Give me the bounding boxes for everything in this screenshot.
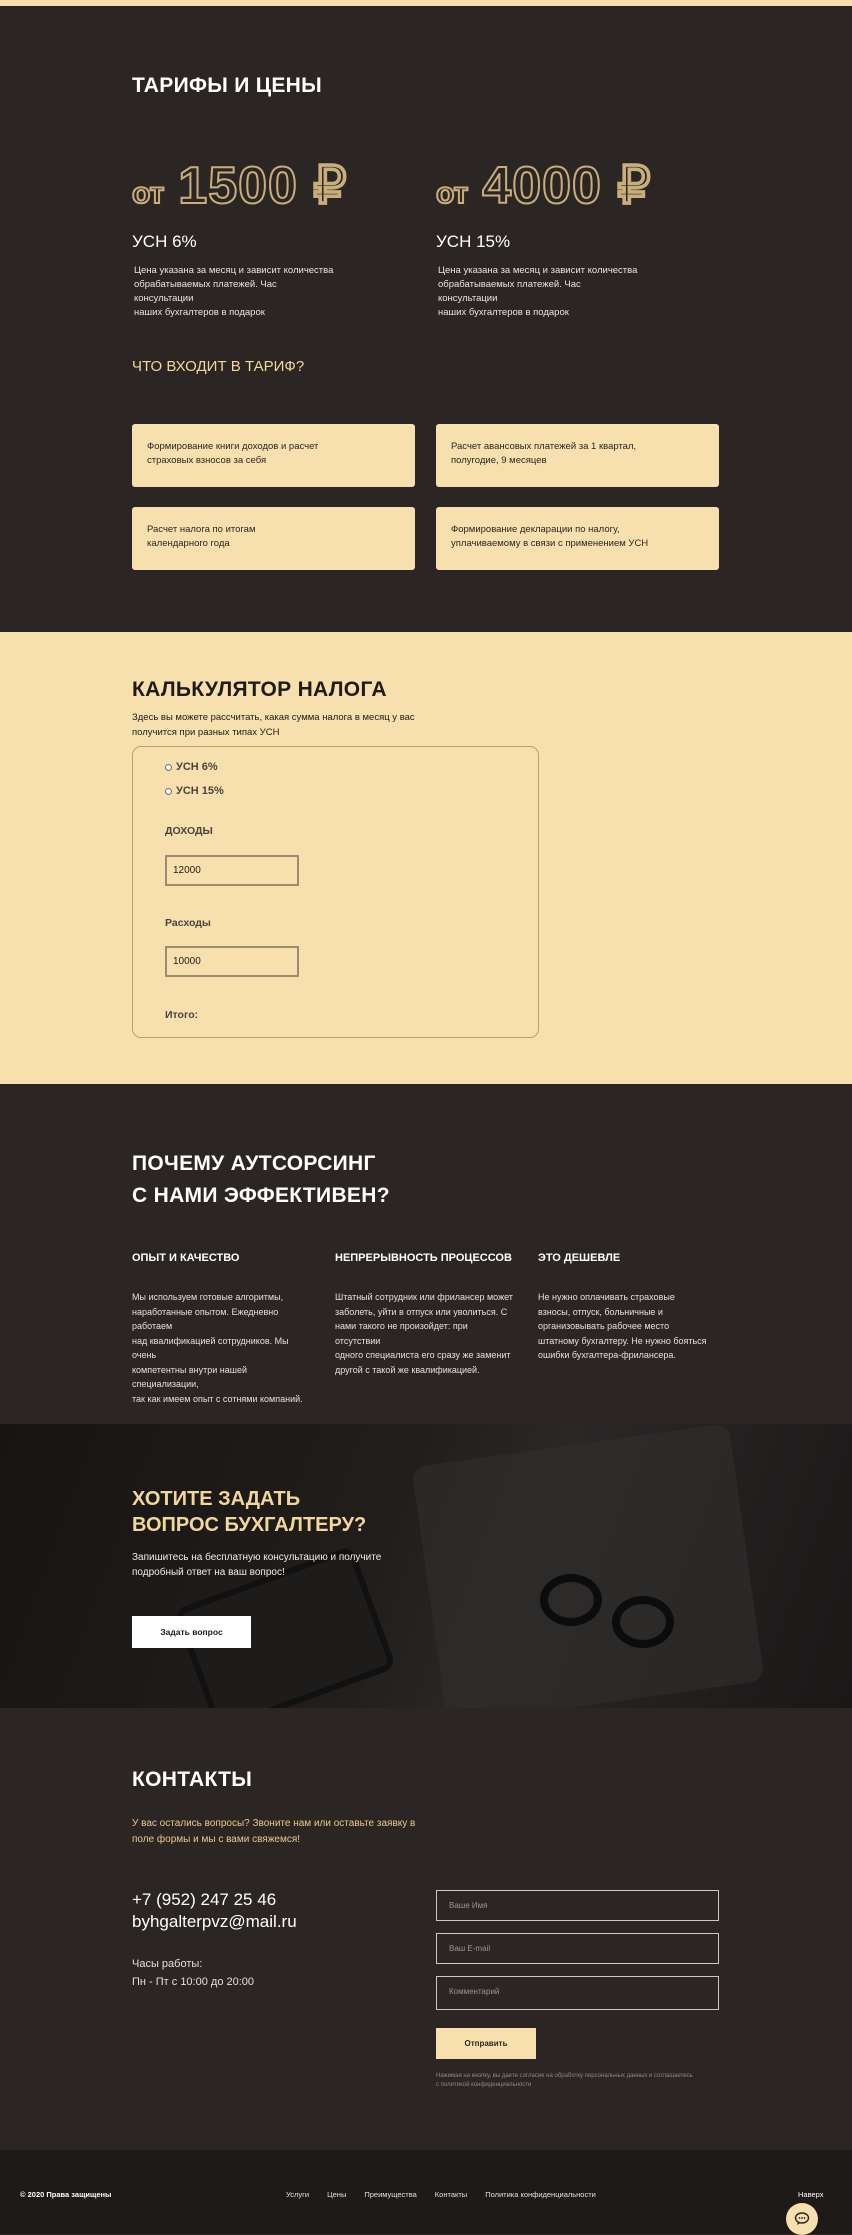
background-laptop-image: [411, 1424, 764, 1708]
chat-bubble-icon: [794, 2211, 810, 2227]
why-column-text: Не нужно оплачивать страховые взносы, отпуск, больничные и организовывать рабочее место штатному бухгалтеру. Не нужно бояться ошибки бухгалтера-фрилансера.: [538, 1292, 707, 1360]
price-value: 1500 ₽: [178, 157, 348, 215]
footer-link-services[interactable]: Услуги: [286, 2190, 310, 2199]
ask-title: ХОТИТЕ ЗАДАТЬ ВОПРОС БУХГАЛТЕРУ?: [132, 1488, 367, 1536]
why-column-title: ОПЫТ И КАЧЕСТВО: [132, 1252, 240, 1264]
footer-link-contacts[interactable]: Контакты: [434, 2190, 468, 2199]
tariffs-title: ТАРИФЫ И ЦЕНЫ: [132, 74, 322, 97]
chat-widget-button[interactable]: [786, 2203, 818, 2235]
why-column-text: Мы используем готовые алгоритмы, наработанные опытом. Ежедневно работаем над квалификацией сотрудников. Мы очень компетентны внутри нашей специализации, так как имеем опыт с сотнями компаний.: [132, 1292, 303, 1404]
copyright: © 2020 Права защищены: [20, 2190, 112, 2199]
tariff-item-card: Формирование декларации по налогу, уплачиваемому в связи с применением УСН: [436, 507, 719, 570]
radio-circle-icon[interactable]: [165, 788, 172, 795]
tariff-item-card: Формирование книги доходов и расчет страховых взносов за себя: [132, 424, 415, 487]
footer-nav: [286, 2190, 596, 2199]
contacts-lead: У вас остались вопросы? Звоните нам или оставьте заявку в поле формы и мы с вами свяжемся!: [132, 1818, 416, 1845]
ask-question-button[interactable]: Задать вопрос: [132, 1616, 251, 1648]
ask-text: Запишитесь на бесплатную консультацию и получите подробный ответ на ваш вопрос!: [132, 1552, 382, 1578]
price-from-label: от: [132, 177, 165, 210]
footer-link-prices[interactable]: Цены: [327, 2190, 347, 2199]
back-to-top-link[interactable]: Наверх: [798, 2190, 824, 2199]
calculator-section: [0, 632, 852, 1084]
footer-link-advantages[interactable]: Преимущества: [364, 2190, 417, 2199]
expenses-label: Расходы: [165, 917, 211, 929]
income-label: ДОХОДЫ: [165, 825, 213, 837]
background-glasses-icon: [612, 1596, 674, 1648]
privacy-note: Нажимая на кнопку, вы даете согласие на обработку персональных данных и соглашаетесь с политикой конфиденциальности: [436, 2073, 693, 2088]
why-title: ПОЧЕМУ АУТСОРСИНГ С НАМИ ЭФФЕКТИВЕН?: [132, 1152, 390, 1207]
radio-usn6[interactable]: УСН 6%: [165, 761, 218, 773]
tariffs-section: [0, 6, 852, 632]
footer: [0, 2150, 852, 2234]
submit-button[interactable]: Отправить: [436, 2028, 536, 2059]
email-field[interactable]: [436, 1933, 719, 1964]
background-glasses-icon: [540, 1574, 602, 1626]
why-section: [0, 1084, 852, 1424]
name-field[interactable]: [436, 1890, 719, 1921]
price-value: 4000 ₽: [482, 157, 652, 215]
plan-name: УСН 15%: [436, 232, 511, 251]
calculator-title: КАЛЬКУЛЯТОР НАЛОГА: [132, 678, 387, 701]
footer-link-privacy[interactable]: Политика конфиденциальности: [485, 2190, 596, 2199]
hours-value: Пн - Пт с 10:00 до 20:00: [132, 1976, 255, 1988]
radio-usn15[interactable]: УСН 15%: [165, 785, 224, 797]
expenses-input[interactable]: [165, 946, 299, 977]
contacts-title: КОНТАКТЫ: [132, 1768, 253, 1791]
radio-circle-icon[interactable]: [165, 764, 172, 771]
price-usn15: [436, 156, 652, 216]
phone-link[interactable]: +7 (952) 247 25 46: [132, 1890, 277, 1909]
income-input[interactable]: [165, 855, 299, 886]
plan-name: УСН 6%: [132, 232, 197, 251]
ask-question-section: [0, 1424, 852, 1708]
plan-description: Цена указана за месяц и зависит количества обрабатываемых платежей. Час консультации наших бухгалтеров в подарок: [134, 265, 334, 318]
price-usn6: [132, 156, 348, 216]
total-label: Итого:: [165, 1009, 199, 1021]
contacts-section: [0, 1708, 852, 2150]
includes-title: ЧТО ВХОДИТ В ТАРИФ?: [132, 358, 305, 375]
calculator-form: [132, 746, 539, 1038]
hours-label: Часы работы:: [132, 1958, 203, 1970]
tariff-item-card: Расчет авансовых платежей за 1 квартал, полугодие, 9 месяцев: [436, 424, 719, 487]
calculator-lead: Здесь вы можете рассчитать, какая сумма налога в месяц у вас получится при разных типах УСН: [132, 712, 415, 738]
plan-description: Цена указана за месяц и зависит количества обрабатываемых платежей. Час консультации наших бухгалтеров в подарок: [438, 265, 638, 318]
tariff-item-card: Расчет налога по итогам календарного года: [132, 507, 415, 570]
why-column-title: НЕПРЕРЫВНОСТЬ ПРОЦЕССОВ: [335, 1252, 512, 1264]
why-column-text: Штатный сотрудник или фрилансер может заболеть, уйти в отпуск или уволиться. С нами такого не произойдет: при отсутствии одного специалиста его сразу же заменит другой с такой же квалификацией.: [335, 1292, 513, 1375]
price-from-label: от: [436, 177, 469, 210]
why-column-title: ЭТО ДЕШЕВЛЕ: [538, 1252, 621, 1264]
email-link[interactable]: byhgalterpvz@mail.ru: [132, 1912, 297, 1931]
comment-field[interactable]: [436, 1976, 719, 2010]
